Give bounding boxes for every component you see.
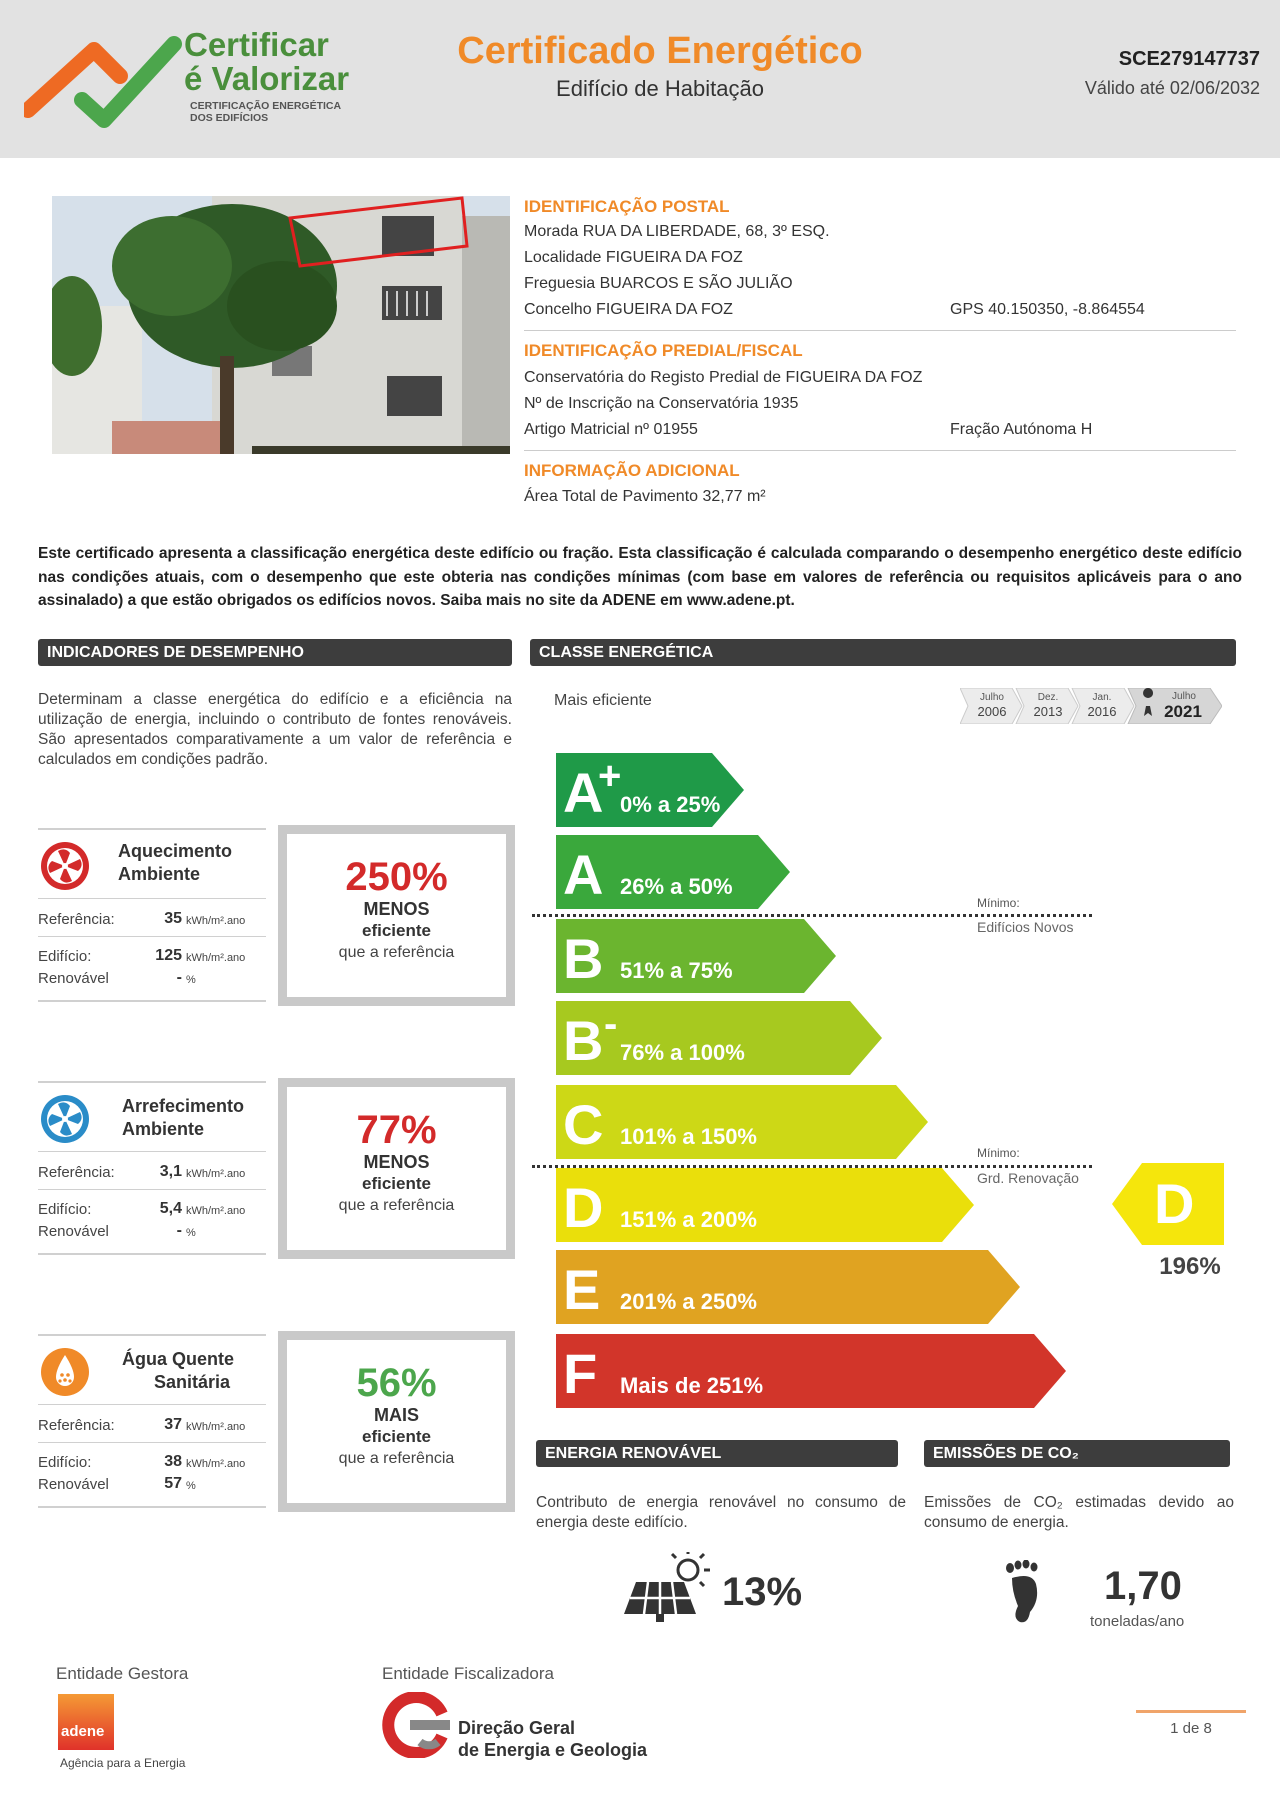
predial-article: Artigo Matricial nº 01955	[524, 421, 698, 438]
footprint-icon	[1004, 1560, 1044, 1626]
min-new-buildings-line	[532, 914, 1092, 917]
class-range: 101% a 150%	[620, 1124, 757, 1149]
min-renovation-label: Mínimo:	[977, 1146, 1020, 1160]
indicator-divider	[38, 1404, 266, 1405]
building-unit: kWh/m².ano	[186, 1458, 246, 1470]
result-class-letter: D	[1154, 1172, 1195, 1235]
indicator-divider	[38, 1442, 266, 1443]
emissions-description: Emissões de CO₂ estimadas devido ao consumo de energia.	[924, 1494, 1234, 1531]
renewable-label: Renovável	[38, 970, 109, 987]
reference-unit: kWh/m².ano	[186, 1421, 246, 1433]
predial-id-heading: IDENTIFICAÇÃO PREDIAL/FISCAL	[524, 341, 803, 360]
efficiency-percentage: 56%	[356, 1361, 437, 1405]
min-renovation-line	[532, 1165, 1092, 1168]
reference-label: Referência:	[38, 911, 115, 928]
indicator-divider	[38, 1253, 266, 1255]
postal-id-heading: IDENTIFICAÇÃO POSTAL	[524, 197, 730, 216]
building-label: Edifício:	[38, 1201, 92, 1218]
adene-subtitle: Agência para a Energia	[60, 1756, 186, 1770]
renewable-value: 57	[164, 1475, 182, 1492]
efficiency-label: eficiente	[362, 1427, 431, 1446]
renewable-unit: %	[186, 1227, 196, 1239]
class-bar-d	[556, 1168, 974, 1242]
indicator-divider	[38, 1506, 266, 1508]
min-new-value: Edifícios Novos	[977, 919, 1074, 935]
divider	[524, 450, 1236, 451]
hot-water-icon	[40, 1347, 90, 1397]
postal-parish: Freguesia BUARCOS E SÃO JULIÃO	[524, 275, 793, 292]
indicator-divider	[38, 1151, 266, 1152]
renewable-heading: ENERGIA RENOVÁVEL	[536, 1440, 898, 1467]
class-letter: F	[563, 1342, 598, 1405]
predial-fraction: Fração Autónoma H	[950, 421, 1093, 438]
reference-value: 3,1	[159, 1163, 182, 1180]
class-range: 201% a 250%	[620, 1289, 757, 1314]
certificate-subtitle: Edifício de Habitação	[556, 76, 764, 101]
postal-municipality: Concelho FIGUEIRA DA FOZ	[524, 301, 733, 318]
postal-locality: Localidade FIGUEIRA DA FOZ	[524, 249, 743, 266]
reference-value: 35	[164, 910, 182, 927]
renewable-label: Renovável	[38, 1223, 109, 1240]
efficiency-label: eficiente	[362, 921, 431, 940]
logo-text-line2: é Valorizar	[184, 60, 350, 97]
reference-label: Referência:	[38, 1164, 115, 1181]
emissions-value: 1,70	[1104, 1564, 1182, 1608]
certificate-number: SCE279147737	[1118, 48, 1260, 70]
timeline-month: Julho	[980, 692, 1004, 703]
class-letter-sup: -	[604, 1002, 618, 1046]
reference-unit: kWh/m².ano	[186, 915, 246, 927]
supervising-entity-label: Entidade Fiscalizadora	[382, 1664, 554, 1683]
class-range: 0% a 25%	[620, 792, 721, 817]
class-letter-sup: +	[598, 754, 622, 798]
timeline-month: Jan.	[1092, 692, 1112, 703]
managing-entity-label: Entidade Gestora	[56, 1664, 189, 1683]
min-new-label: Mínimo:	[977, 896, 1020, 910]
efficiency-word: MENOS	[363, 899, 430, 919]
adene-logo	[58, 1694, 114, 1750]
logo-text-line1: Certificar	[184, 26, 329, 63]
efficiency-percentage: 77%	[356, 1108, 437, 1152]
efficiency-box-hot-water	[278, 1331, 515, 1512]
building-photo	[52, 196, 510, 454]
indicator-divider	[38, 1334, 266, 1336]
divider	[524, 330, 1236, 331]
adene-logo-text: adene	[61, 1723, 105, 1740]
predial-inscription: Nº de Inscrição na Conservatória 1935	[524, 395, 799, 412]
renewable-value: -	[176, 1222, 182, 1239]
timeline-month: Julho	[1172, 691, 1196, 702]
class-range: 26% a 50%	[620, 874, 733, 899]
postal-address: Morada RUA DA LIBERDADE, 68, 3º ESQ.	[524, 223, 830, 240]
solar-panel-icon	[622, 1552, 714, 1624]
certificate-validity: Válido até 02/06/2032	[1084, 78, 1260, 98]
class-letter: E	[563, 1258, 601, 1321]
class-range: 51% a 75%	[620, 958, 733, 983]
efficiency-box-cooling	[278, 1078, 515, 1259]
predial-registry: Conservatória do Registo Predial de FIGUEIRA DA FOZ	[524, 369, 923, 386]
regulation-timeline	[960, 688, 1222, 724]
certificate-title: Certificado Energético	[457, 30, 863, 72]
efficiency-reference: que a referência	[338, 944, 455, 961]
fan-cooling-icon	[40, 1094, 90, 1144]
indicator-divider	[38, 1000, 266, 1002]
indicator-divider	[38, 898, 266, 899]
timeline-year: 2013	[1033, 704, 1063, 719]
indicator-divider	[38, 828, 266, 830]
class-letter: C	[563, 1093, 604, 1156]
dgeg-name-line2: de Energia e Geologia	[458, 1740, 648, 1760]
fan-heating-icon	[40, 841, 90, 891]
building-label: Edifício:	[38, 948, 92, 965]
postal-gps: GPS 40.150350, -8.864554	[950, 301, 1145, 318]
dgeg-logo-icon	[382, 1692, 452, 1758]
efficiency-reference: que a referência	[338, 1197, 455, 1214]
more-efficient-label: Mais eficiente	[554, 692, 652, 709]
result-percentage: 196%	[1159, 1253, 1221, 1280]
class-range: 151% a 200%	[620, 1207, 757, 1232]
reference-unit: kWh/m².ano	[186, 1168, 246, 1180]
class-letter: A	[563, 761, 604, 824]
indicators-description: Determinam a classe energética do edifício e a eficiência na utilização de energia, incluindo o contributo de fontes renováveis. São apresentados comparativamente a um valor de referência e calculados em condições padrão.	[38, 691, 512, 768]
logo-subtitle-1: CERTIFICAÇÃO ENERGÉTICA	[190, 100, 342, 112]
renewable-unit: %	[186, 974, 196, 986]
class-letter: B	[563, 1009, 604, 1072]
emissions-heading: EMISSÕES DE CO₂	[924, 1440, 1230, 1467]
additional-area: Área Total de Pavimento 32,77 m²	[524, 488, 766, 505]
building-label: Edifício:	[38, 1454, 92, 1471]
class-letter: B	[563, 927, 604, 990]
indicator-title: Água Quente	[122, 1349, 235, 1369]
renewable-label: Renovável	[38, 1476, 109, 1493]
building-value: 5,4	[159, 1200, 182, 1217]
indicator-divider	[38, 936, 266, 937]
efficiency-word: MENOS	[363, 1152, 430, 1172]
indicator-title: Sanitária	[154, 1372, 231, 1392]
class-range: Mais de 251%	[620, 1373, 764, 1398]
renewable-unit: %	[186, 1480, 196, 1492]
indicator-title: Ambiente	[118, 864, 201, 884]
reference-label: Referência:	[38, 1417, 115, 1434]
efficiency-percentage: 250%	[345, 855, 448, 899]
renewable-value: -	[176, 969, 182, 986]
class-letter: A	[563, 843, 604, 906]
energy-class-bars	[556, 748, 1076, 1418]
timeline-month: Dez.	[1037, 692, 1059, 703]
building-value: 125	[155, 947, 182, 964]
intro-paragraph: Este certificado apresenta a classificação energética deste edifício ou fração. Esta classificação é calculada comparando o desempenho energético deste edifício nas condições atuais, com o desempenho que este obteria nas condições mínimas (com base em valores de referência ou requisitos aplicáveis para o ano assinalado) a que estão obrigados os edifícios novos. Saiba mais no site da ADENE em www.adene.pt.	[38, 545, 1242, 609]
indicator-title: Ambiente	[122, 1119, 205, 1139]
indicator-title: Aquecimento	[118, 841, 233, 861]
emissions-unit: toneladas/ano	[1090, 1613, 1185, 1630]
certificar-logo-icon	[24, 30, 184, 130]
efficiency-reference: que a referência	[338, 1450, 455, 1467]
indicator-divider	[38, 1081, 266, 1083]
dgeg-name-line1: Direção Geral	[458, 1718, 576, 1738]
reference-value: 37	[164, 1416, 182, 1433]
logo-subtitle-2: DOS EDIFÍCIOS	[190, 112, 269, 124]
class-range: 76% a 100%	[620, 1040, 745, 1065]
page-number: 1 de 8	[1170, 1720, 1212, 1737]
additional-info-heading: INFORMAÇÃO ADICIONAL	[524, 461, 740, 480]
renewable-value: 13%	[722, 1570, 803, 1614]
efficiency-word: MAIS	[374, 1405, 419, 1425]
building-unit: kWh/m².ano	[186, 952, 246, 964]
building-unit: kWh/m².ano	[186, 1205, 246, 1217]
efficiency-box-heating	[278, 825, 515, 1006]
timeline-year: 2006	[977, 704, 1007, 719]
energy-class-heading: CLASSE ENERGÉTICA	[530, 639, 1236, 666]
indicators-heading: INDICADORES DE DESEMPENHO	[38, 639, 512, 666]
timeline-year-current: 2021	[1164, 702, 1202, 721]
indicator-title: Arrefecimento	[122, 1096, 245, 1116]
page-accent-line	[1136, 1710, 1246, 1713]
class-letter: D	[563, 1176, 604, 1239]
timeline-year: 2016	[1087, 704, 1117, 719]
min-renovation-value: Grd. Renovação	[977, 1170, 1079, 1186]
building-value: 38	[164, 1453, 182, 1470]
renewable-description: Contributo de energia renovável no consumo de energia deste edifício.	[536, 1494, 906, 1531]
indicator-divider	[38, 1189, 266, 1190]
efficiency-label: eficiente	[362, 1174, 431, 1193]
